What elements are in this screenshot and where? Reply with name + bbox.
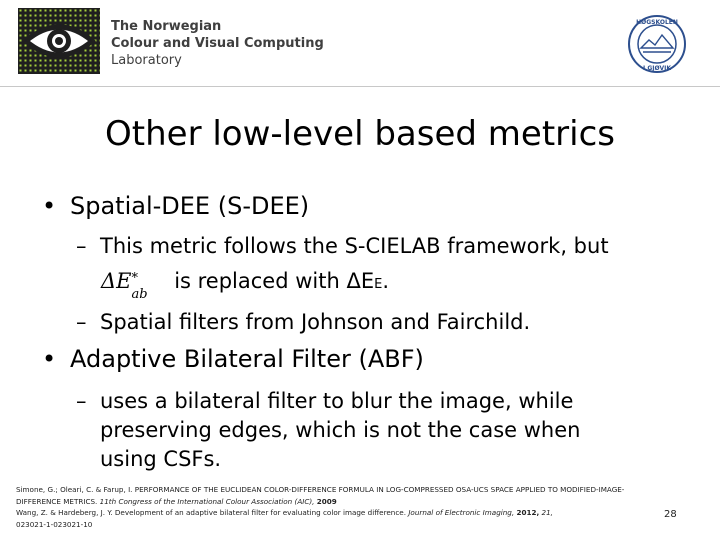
reference-1-year: 2009 [316, 496, 337, 506]
reference-2: Wang, Z. & Hardeberg, J. Y. Development of an adaptive bilateral filter for evaluating color image difference. [16, 508, 407, 517]
reference-2-venue: Journal of Electronic Imaging, [408, 508, 515, 517]
formula-subscript: ab [131, 287, 148, 302]
bullet-icon: • [42, 345, 57, 373]
formula-line [101, 267, 390, 302]
university-seal-logo [627, 14, 687, 74]
reference-2-volume: 21, [541, 508, 553, 517]
lab-name-line3: Laboratory [111, 53, 182, 68]
slide-title: Other low-level based metrics [105, 114, 615, 154]
formula-superscript: * [131, 271, 138, 286]
bullet-text: Spatial-DEE (S-DEE) [70, 192, 310, 220]
eye-icon [18, 8, 100, 74]
lab-name-line1: The Norwegian [111, 19, 222, 34]
sub-bullet-text-line1: uses a bilateral filter to blur the image, while [100, 389, 574, 413]
sub-bullet-text-line2: preserving edges, which is not the case when [100, 418, 581, 442]
formula-period: . [382, 269, 390, 293]
eye-logo [18, 8, 100, 74]
svg-text:I GJØVIK: I GJØVIK [643, 65, 671, 72]
formula-rest: is replaced with ΔE [174, 269, 375, 293]
reference-1: Simone, G.; Oleari, C. & Farup, I. PERFORMANCE OF THE EUCLIDEAN COLOR-DIFFERENCE FORMULA IN LOG-COMPRESSED OSA-UCS SPACE APPLIED TO MODIFIED-IMAGE-DIFFERENCE METRICS. [16, 485, 625, 506]
sub-bullet-text-line3: using CSFs. [100, 447, 222, 471]
formula-delta-e: ΔE [101, 269, 132, 293]
bullet-text: Adaptive Bilateral Filter (ABF) [70, 345, 424, 373]
slide-header [0, 0, 720, 87]
references [16, 484, 626, 530]
lab-name [111, 18, 324, 69]
reference-2-pages: 023021-1-023021-10 [16, 519, 93, 529]
dash-icon: – [76, 310, 87, 334]
lab-name-line2: Colour and Visual Computing [111, 36, 324, 51]
dash-icon: – [76, 234, 87, 258]
page-number: 28 [664, 509, 677, 520]
svg-text:HØGSKOLEN: HØGSKOLEN [636, 19, 678, 26]
reference-2-year: 2012, [516, 508, 540, 517]
sub-bullet-text: This metric follows the S-CIELAB framework, but [100, 234, 609, 258]
sub-bullet-text: Spatial filters from Johnson and Fairchild. [100, 310, 531, 334]
reference-1-venue: 11th Congress of the International Colour Association (AIC), [99, 496, 315, 506]
bullet-icon: • [42, 192, 57, 220]
dash-icon: – [76, 389, 87, 413]
formula-rest-subscript: E [374, 277, 383, 292]
